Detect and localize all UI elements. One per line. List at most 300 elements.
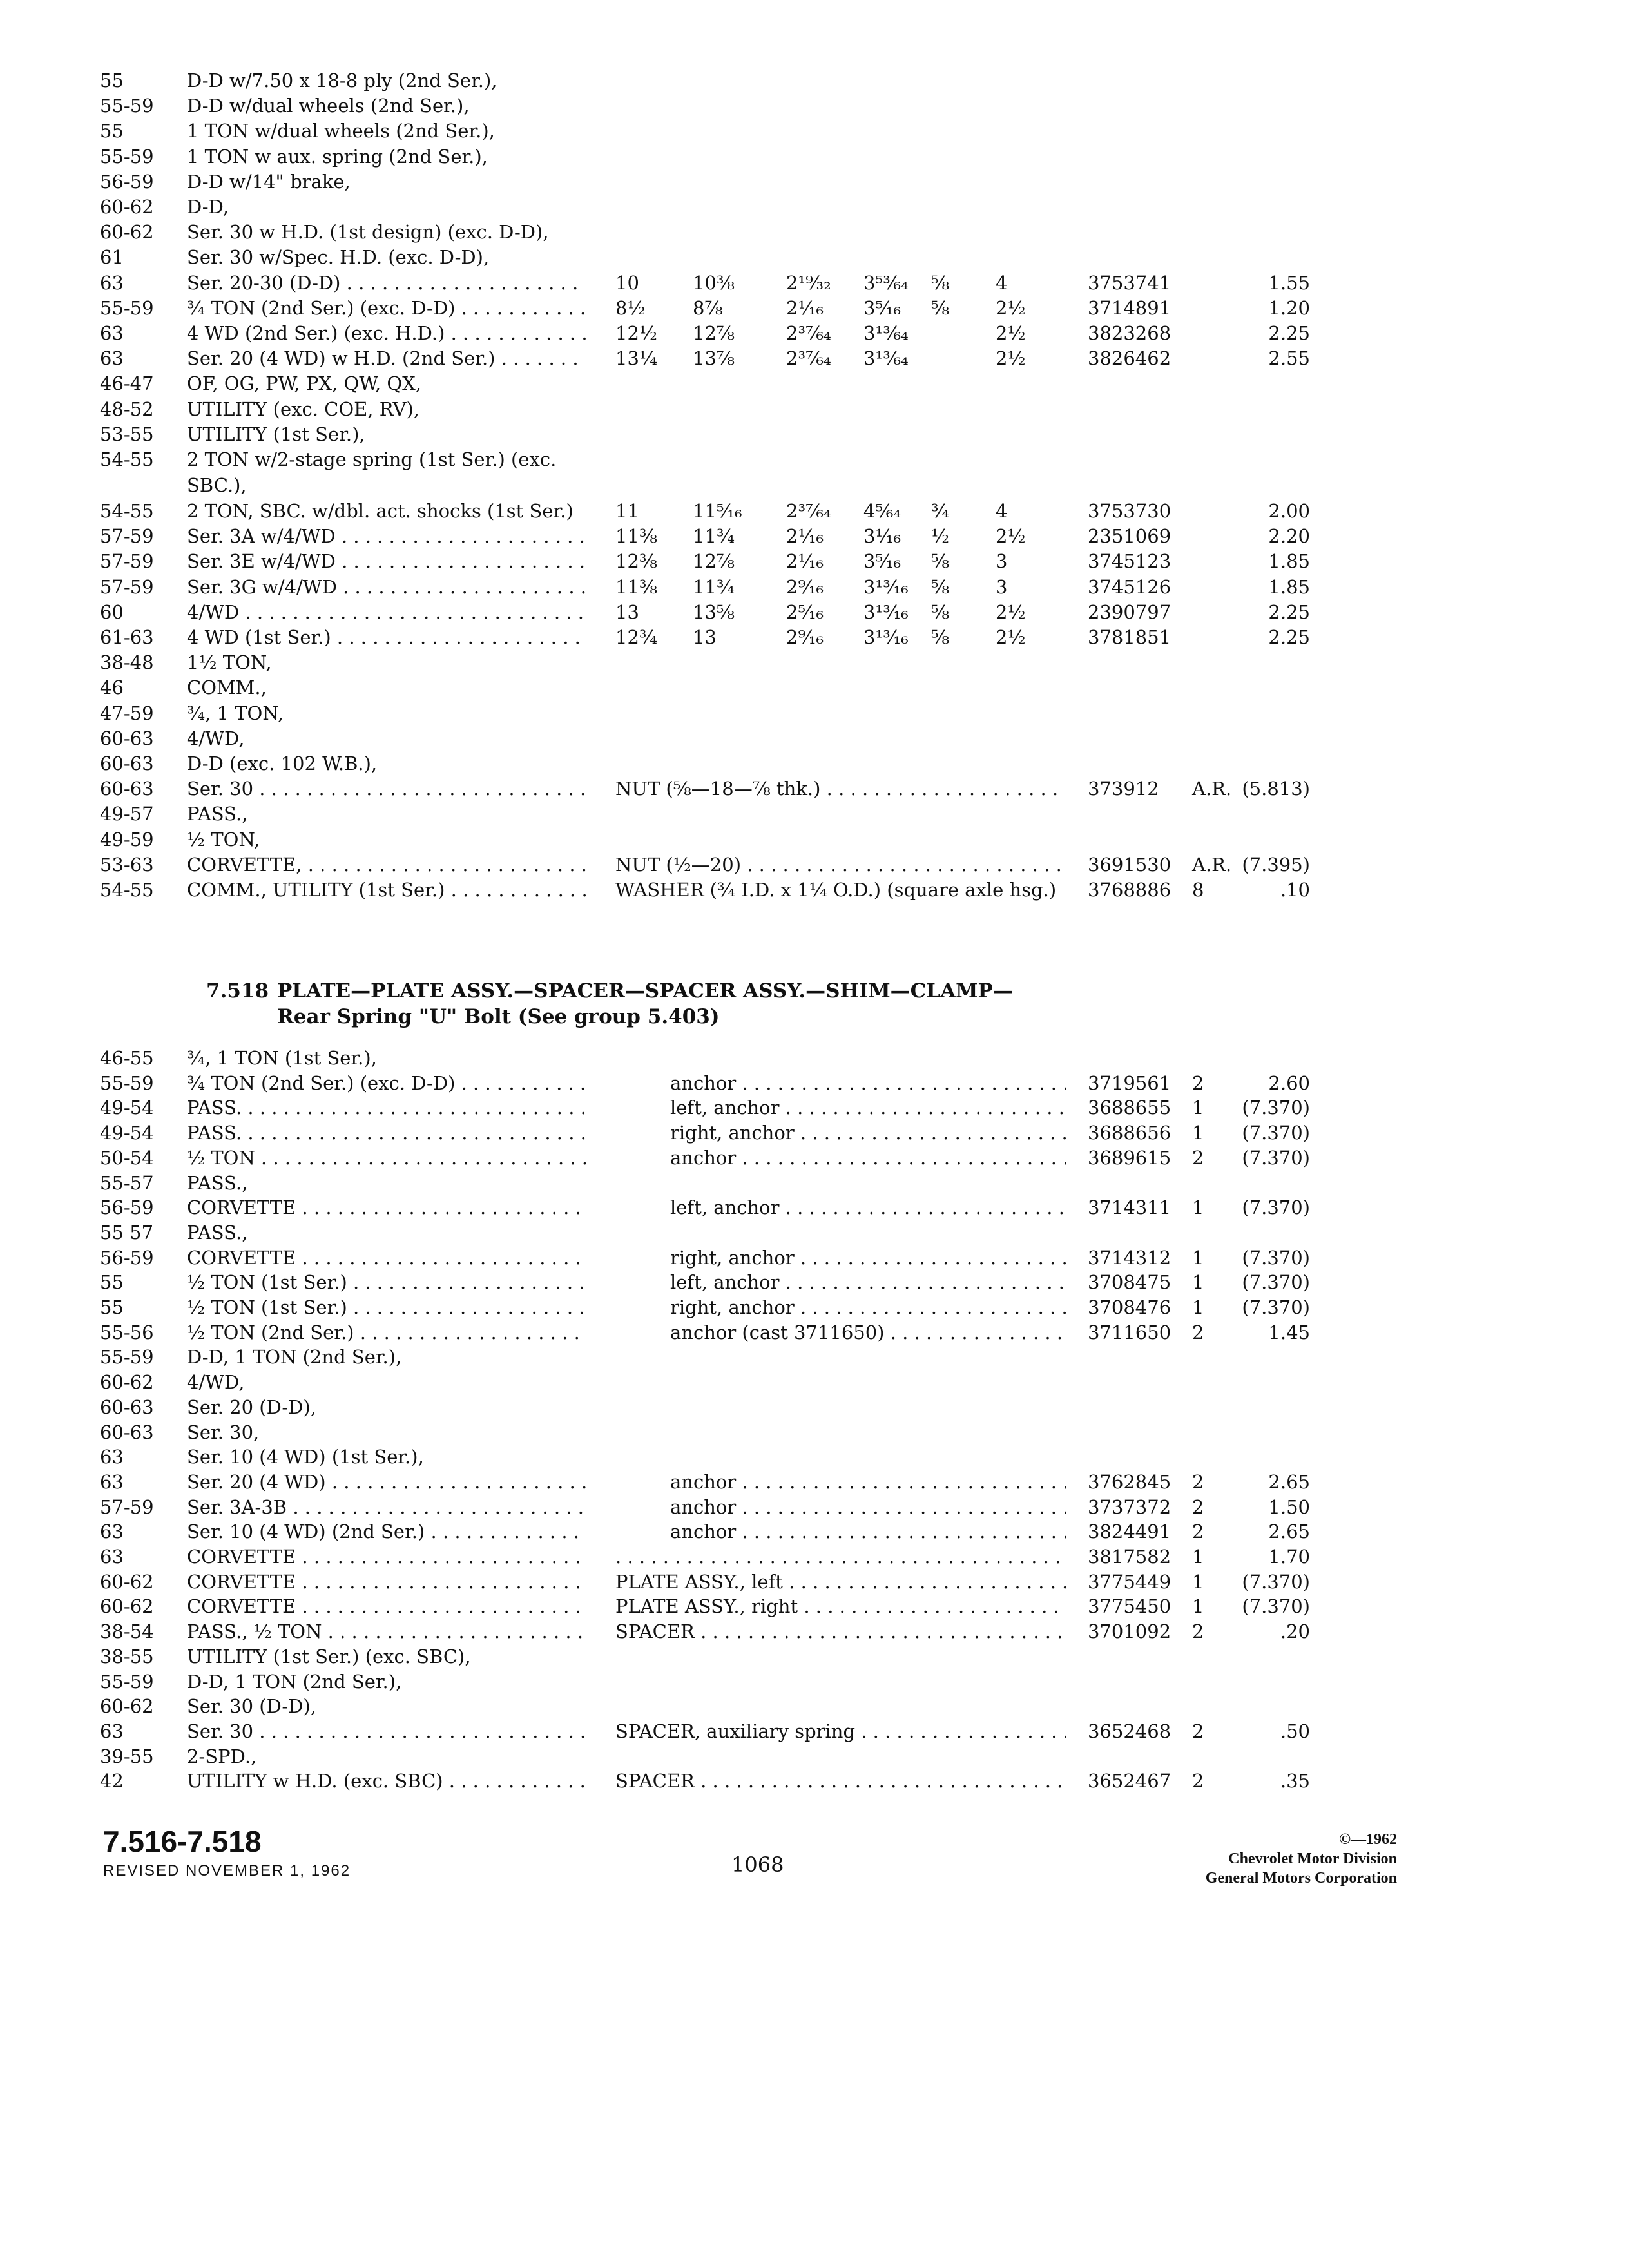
part-number: 3781851: [1088, 626, 1171, 648]
dim-width: 2⅟₁₆: [786, 525, 824, 548]
year-range: 55 57: [100, 1221, 154, 1244]
dim-height: 3: [996, 550, 1008, 573]
model-description: UTILITY (exc. COE, RV),: [187, 398, 420, 420]
table-row: [0, 649, 1629, 675]
year-range: 60-63: [100, 1396, 154, 1418]
part-number: 3775450: [1088, 1595, 1171, 1618]
year-range: 63: [100, 1720, 124, 1742]
price: 2.25: [1268, 322, 1310, 344]
table-row: [0, 194, 1629, 220]
part-number: 3775449: [1088, 1570, 1171, 1593]
table-row: [0, 1519, 1629, 1544]
quantity: 2: [1192, 1770, 1204, 1792]
dim-length-b: 8⅞: [693, 296, 723, 319]
table-row: [0, 68, 1629, 93]
table-row: [0, 1718, 1629, 1744]
model-description: 4/WD,: [187, 1371, 245, 1394]
part-note: SPACER, auxiliary spring . . .: [615, 1718, 1066, 1744]
part-note: anchor (cast 3711650) . . .: [670, 1320, 1066, 1345]
year-range: 63: [100, 1521, 124, 1543]
footer-section-block: [103, 1823, 351, 1883]
copyright-text: ©—1962: [1339, 1831, 1397, 1848]
dim-thread: ⅝: [931, 575, 950, 598]
dim-length-b: 12⅞: [693, 322, 735, 344]
year-range: 42: [100, 1770, 124, 1792]
dim-length-b: 13⅝: [693, 601, 735, 623]
dim-depth: 3¹³⁄₁₆: [863, 626, 909, 648]
dim-width: 2³⁷⁄₆₄: [786, 322, 831, 344]
part-number: 2390797: [1088, 601, 1171, 623]
model-description: PASS.,: [187, 803, 248, 825]
model-description: ¾, 1 TON,: [187, 702, 284, 724]
table-row: [0, 1469, 1629, 1495]
table-row: [0, 1320, 1629, 1345]
model-description: ½ TON (2nd Ser.) . . .: [187, 1320, 586, 1345]
dim-depth: 4⁵⁄₆₄: [863, 500, 901, 522]
table-row: [0, 675, 1629, 700]
table-row: [0, 1170, 1629, 1196]
price: (7.370): [1242, 1595, 1310, 1618]
year-range: 60-63: [100, 1421, 154, 1443]
table-row: [0, 1120, 1629, 1146]
part-number: 3689615: [1088, 1146, 1171, 1169]
year-range: 48-52: [100, 398, 154, 420]
model-description: CORVETTE . . .: [187, 1195, 586, 1220]
quantity: 2: [1192, 1521, 1204, 1543]
year-range: 38-54: [100, 1620, 154, 1643]
model-description: D-D (exc. 102 W.B.),: [187, 753, 378, 774]
part-number: 2351069: [1088, 525, 1171, 548]
year-range: 55-59: [100, 95, 154, 117]
part-number: 3714311: [1088, 1196, 1171, 1219]
section-number: 7.518: [206, 979, 269, 1003]
year-range: 54-55: [100, 500, 154, 522]
model-description: ¾ TON (2nd Ser.) (exc. D-D) . . .: [187, 1070, 586, 1096]
dim-thread: ⅝: [931, 296, 950, 319]
table-row: [0, 523, 1629, 549]
part-number: 3652467: [1088, 1770, 1171, 1792]
price: .35: [1280, 1770, 1310, 1792]
quantity: 1: [1192, 1296, 1204, 1318]
dim-depth: 3⁵⁄₁₆: [863, 296, 901, 319]
part-number: 3714312: [1088, 1246, 1171, 1269]
part-note: anchor . . .: [670, 1070, 1066, 1096]
part-number: 3708475: [1088, 1271, 1171, 1294]
model-description: CORVETTE . . .: [187, 1245, 586, 1271]
year-range: 55-56: [100, 1321, 154, 1343]
model-description: PASS.,: [187, 1171, 248, 1194]
dim-depth: 3⁵³⁄₆₄: [863, 271, 909, 294]
year-range: 47-59: [100, 702, 154, 724]
part-number: 3753741: [1088, 271, 1171, 294]
year-range: 63: [100, 1546, 124, 1568]
price: (7.370): [1242, 1196, 1310, 1219]
table-row: [0, 700, 1629, 726]
price: .10: [1280, 879, 1310, 901]
price: 2.65: [1268, 1470, 1310, 1493]
part-number: 3823268: [1088, 322, 1171, 344]
price: 2.00: [1268, 500, 1310, 522]
model-description: Ser. 30 . . .: [187, 1718, 586, 1744]
model-description: Ser. 3E w/4/WD . . .: [187, 548, 586, 574]
part-number: 3711650: [1088, 1321, 1171, 1343]
year-range: 57-59: [100, 1495, 154, 1518]
price: (7.370): [1242, 1122, 1310, 1144]
part-number: 3762845: [1088, 1470, 1171, 1493]
table-row: [0, 421, 1629, 447]
year-range: 63: [100, 322, 124, 344]
year-range: 57-59: [100, 575, 154, 598]
quantity: 1: [1192, 1570, 1204, 1593]
dim-length-a: 12⅜: [615, 550, 658, 573]
table-row: [0, 1195, 1629, 1220]
year-range: 55-59: [100, 1072, 154, 1094]
part-number: 3826462: [1088, 347, 1171, 370]
dim-length-a: 10: [615, 271, 639, 294]
dim-width: 2⁹⁄₁₆: [786, 575, 824, 598]
price: 1.20: [1268, 296, 1310, 319]
part-number: 3688655: [1088, 1097, 1171, 1119]
table-row: [0, 1045, 1629, 1071]
part-note: WASHER (¾ I.D. x 1¼ O.D.) (square axle hsg.): [615, 879, 1057, 901]
model-description: COMM.,: [187, 677, 267, 699]
table-row: [0, 1145, 1629, 1171]
price: (5.813): [1242, 778, 1310, 800]
model-description: 4 WD (1st Ser.) . . .: [187, 624, 586, 650]
model-description: Ser. 30 . . .: [187, 776, 586, 802]
dim-length-a: 11⅜: [615, 525, 658, 548]
year-range: 55-59: [100, 1670, 154, 1693]
year-range: 56-59: [100, 1246, 154, 1269]
price: 1.85: [1268, 575, 1310, 598]
year-range: 55: [100, 70, 124, 91]
model-description: OF, OG, PW, PX, QW, QX,: [187, 372, 422, 395]
table-row: [0, 370, 1629, 396]
table-row: [0, 219, 1629, 245]
year-range: 60-62: [100, 1371, 154, 1394]
table-row: [0, 1644, 1629, 1669]
dim-length-b: 11⁵⁄₁₆: [693, 500, 742, 522]
price: 2.55: [1268, 347, 1310, 370]
year-range: 38-55: [100, 1645, 154, 1667]
model-description: ½ TON . . .: [187, 1145, 586, 1171]
year-range: 39-55: [100, 1745, 154, 1767]
year-range: 60-63: [100, 778, 154, 800]
model-description: Ser. 30 w/Spec. H.D. (exc. D-D),: [187, 246, 490, 269]
dim-width: 2⁵⁄₁₆: [786, 601, 824, 623]
part-note: [615, 1544, 1066, 1570]
year-range: 53-63: [100, 853, 154, 876]
model-description: ¾, 1 TON (1st Ser.),: [187, 1047, 377, 1069]
model-description: Ser. 20-30 (D-D) . . .: [187, 270, 586, 296]
dim-thread: ⅝: [931, 271, 950, 294]
year-range: 63: [100, 271, 124, 294]
model-description: D-D, 1 TON (2nd Ser.),: [187, 1670, 402, 1693]
table-row: [0, 1693, 1629, 1719]
dim-depth: 3⁵⁄₁₆: [863, 550, 901, 573]
year-range: 49-54: [100, 1097, 154, 1119]
model-description: ½ TON,: [187, 828, 260, 850]
dim-width: 2⅟₁₆: [786, 550, 824, 573]
table-row: [0, 1544, 1629, 1570]
quantity: 1: [1192, 1271, 1204, 1294]
dim-length-a: 8½: [615, 296, 646, 319]
dim-depth: 3¹³⁄₁₆: [863, 601, 909, 623]
part-number: 3714891: [1088, 296, 1171, 319]
part-number: 3652468: [1088, 1720, 1171, 1742]
year-range: 55-57: [100, 1171, 154, 1194]
dim-length-b: 11¾: [693, 575, 735, 598]
year-range: 55-59: [100, 296, 154, 319]
price: (7.370): [1242, 1271, 1310, 1294]
part-note: SPACER . . .: [615, 1619, 1066, 1644]
quantity: 1: [1192, 1246, 1204, 1269]
model-description: D-D,: [187, 196, 229, 218]
part-number: 3701092: [1088, 1620, 1171, 1643]
table-row: [0, 1619, 1629, 1644]
model-description: Ser. 10 (4 WD) (1st Ser.),: [187, 1446, 424, 1468]
price: (7.395): [1242, 853, 1310, 876]
dim-width: 2³⁷⁄₆₄: [786, 347, 831, 370]
dim-depth: 3¹³⁄₁₆: [863, 575, 909, 598]
year-range: 46-55: [100, 1047, 154, 1069]
table-row: [0, 1220, 1629, 1245]
year-range: 60-62: [100, 221, 154, 244]
year-range: 53-55: [100, 423, 154, 445]
quantity: A.R.: [1192, 778, 1232, 800]
year-range: 55: [100, 120, 124, 142]
dim-length-a: 13: [615, 601, 639, 623]
year-range: 63: [100, 347, 124, 370]
part-number: 3768886: [1088, 879, 1171, 901]
table-row: [0, 877, 1629, 903]
dim-length-a: 11⅜: [615, 575, 658, 598]
table-row: [0, 295, 1629, 321]
dim-depth: 3¹³⁄₆₄: [863, 322, 909, 344]
table-row: [0, 1569, 1629, 1595]
year-range: 57-59: [100, 550, 154, 573]
model-description: 4/WD,: [187, 727, 245, 749]
part-note: NUT (½—20) . . .: [615, 852, 1066, 878]
dim-thread: ⅝: [931, 626, 950, 648]
quantity: 2: [1192, 1146, 1204, 1169]
price: 1.45: [1268, 1321, 1310, 1343]
year-range: 50-54: [100, 1146, 154, 1169]
dim-thread: ½: [931, 525, 950, 548]
table-row: [0, 1294, 1629, 1320]
quantity: 1: [1192, 1595, 1204, 1618]
dim-length-a: 11: [615, 500, 639, 522]
model-description: D-D w/7.50 x 18-8 ply (2nd Ser.),: [187, 70, 497, 91]
model-description: Ser. 30 (D-D),: [187, 1695, 316, 1718]
price: (7.370): [1242, 1097, 1310, 1119]
part-number: 373912: [1088, 778, 1159, 800]
table-row: [0, 1494, 1629, 1520]
part-number: 3688656: [1088, 1122, 1171, 1144]
model-description: Ser. 20 (4 WD) . . .: [187, 1469, 586, 1495]
table-row: [0, 801, 1629, 827]
price: 1.50: [1268, 1495, 1310, 1518]
dim-depth: 3⅟₁₆: [863, 525, 901, 548]
table-row: [0, 93, 1629, 119]
model-description: ½ TON (1st Ser.) . . .: [187, 1269, 586, 1295]
dim-thread: ⅝: [931, 601, 950, 623]
division-name: Chevrolet Motor Division: [1228, 1850, 1397, 1867]
model-description: PASS. . . .: [187, 1095, 586, 1120]
table-row: [0, 574, 1629, 600]
year-range: 60: [100, 601, 124, 623]
table-row: [0, 776, 1629, 802]
part-number: 3745123: [1088, 550, 1171, 573]
dim-length-b: 11¾: [693, 525, 735, 548]
table-row: [0, 345, 1629, 371]
model-description: 1½ TON,: [187, 651, 272, 674]
table-row: [0, 726, 1629, 751]
dim-length-b: 13⅞: [693, 347, 735, 370]
price: (7.370): [1242, 1146, 1310, 1169]
part-number: 3745126: [1088, 575, 1171, 598]
dim-height: 3: [996, 575, 1008, 598]
dim-length-b: 13: [693, 626, 717, 648]
model-description: 2 TON w/2-stage spring (1st Ser.) (exc. SBC.),: [187, 448, 557, 496]
table-row: [0, 396, 1629, 422]
table-row: [0, 1369, 1629, 1395]
part-note: SPACER . . .: [615, 1768, 1066, 1794]
model-description: Ser. 3G w/4/WD . . .: [187, 574, 586, 600]
table-row: [0, 1593, 1629, 1619]
model-description: CORVETTE . . .: [187, 1569, 586, 1595]
dim-length-a: 13¼: [615, 347, 658, 370]
table-row: [0, 1768, 1629, 1794]
price: 1.70: [1268, 1546, 1310, 1568]
year-range: 49-59: [100, 828, 154, 850]
quantity: A.R.: [1192, 853, 1232, 876]
dim-height: 2½: [996, 525, 1026, 548]
part-note: anchor . . .: [670, 1519, 1066, 1544]
publisher-block: [1206, 1830, 1397, 1888]
model-description: CORVETTE, . . .: [187, 852, 586, 878]
corporation-name: General Motors Corporation: [1205, 1870, 1397, 1887]
quantity: 2: [1192, 1495, 1204, 1518]
table-row: [0, 599, 1629, 625]
model-description: 1 TON w aux. spring (2nd Ser.),: [187, 145, 488, 168]
model-description: COMM., UTILITY (1st Ser.) . . .: [187, 877, 586, 903]
table-row: [0, 244, 1629, 270]
part-note: anchor . . .: [670, 1145, 1066, 1171]
model-description: D-D w/dual wheels (2nd Ser.),: [187, 95, 470, 117]
part-note: anchor . . .: [670, 1494, 1066, 1520]
dim-width: 2³⁷⁄₆₄: [786, 500, 831, 522]
dim-height: 2½: [996, 601, 1026, 623]
part-number: 3719561: [1088, 1072, 1171, 1094]
year-range: 61: [100, 246, 124, 269]
model-description: ½ TON (1st Ser.) . . .: [187, 1294, 586, 1320]
model-description: 4/WD . . .: [187, 599, 586, 625]
price: (7.370): [1242, 1296, 1310, 1318]
model-description: D-D, 1 TON (2nd Ser.),: [187, 1346, 402, 1369]
table-row: [0, 1070, 1629, 1096]
year-range: 55: [100, 1271, 124, 1294]
year-range: 56-59: [100, 1196, 154, 1219]
part-note: PLATE ASSY., right . . .: [615, 1593, 1066, 1619]
model-description: UTILITY (1st Ser.) (exc. SBC),: [187, 1645, 471, 1667]
price: 2.25: [1268, 626, 1310, 648]
price: .50: [1280, 1720, 1310, 1742]
dim-length-a: 12¾: [615, 626, 658, 648]
model-description: Ser. 30 w H.D. (1st design) (exc. D-D),: [187, 221, 549, 244]
footer-section-range: 7.516-7.518: [103, 1825, 262, 1858]
table-row: [0, 1245, 1629, 1271]
model-description: PASS.,: [187, 1221, 248, 1244]
part-note: NUT (⅝—18—⅞ thk.) . . .: [615, 776, 1066, 802]
dim-length-a: 12½: [615, 322, 658, 344]
part-note: left, anchor . . .: [670, 1095, 1066, 1120]
table-row: [0, 320, 1629, 346]
section-subtitle: Rear Spring "U" Bolt (See group 5.403): [277, 1005, 720, 1028]
quantity: 1: [1192, 1097, 1204, 1119]
part-number: 3708476: [1088, 1296, 1171, 1318]
page-number: 1068: [731, 1852, 784, 1877]
year-range: 60-63: [100, 727, 154, 749]
model-description: PASS., ½ TON . . .: [187, 1619, 586, 1644]
quantity: 8: [1192, 879, 1204, 901]
table-row: [0, 144, 1629, 169]
price: .20: [1280, 1620, 1310, 1643]
part-number: 3737372: [1088, 1495, 1171, 1518]
model-description: 4 WD (2nd Ser.) (exc. H.D.) . . .: [187, 320, 586, 346]
dim-width: 2¹⁹⁄₃₂: [786, 271, 831, 294]
model-description: Ser. 3A-3B . . .: [187, 1494, 586, 1520]
table-row: [0, 118, 1629, 144]
quantity: 2: [1192, 1470, 1204, 1493]
year-range: 60-62: [100, 1595, 154, 1618]
quantity: 1: [1192, 1196, 1204, 1219]
section-title: PLATE—PLATE ASSY.—SPACER—SPACER ASSY.—SHIM—CLAMP—: [277, 979, 1013, 1003]
part-note: anchor . . .: [670, 1469, 1066, 1495]
quantity: 2: [1192, 1072, 1204, 1094]
year-range: 60-62: [100, 196, 154, 218]
table-row: [0, 270, 1629, 296]
year-range: 38-48: [100, 651, 154, 674]
part-note: right, anchor . . .: [670, 1245, 1066, 1271]
table-row: [0, 1744, 1629, 1769]
year-range: 46-47: [100, 372, 154, 395]
model-description: UTILITY (1st Ser.),: [187, 423, 365, 445]
dim-height: 2½: [996, 322, 1026, 344]
year-range: 60-62: [100, 1570, 154, 1593]
quantity: 2: [1192, 1720, 1204, 1742]
part-note: PLATE ASSY., left . . .: [615, 1569, 1066, 1595]
model-description: ¾ TON (2nd Ser.) (exc. D-D) . . .: [187, 295, 586, 321]
dim-length-b: 10⅜: [693, 271, 735, 294]
model-description: 2 TON, SBC. w/dbl. act. shocks (1st Ser.): [187, 500, 574, 522]
quantity: 2: [1192, 1321, 1204, 1343]
year-range: 61-63: [100, 626, 154, 648]
dim-height: 2½: [996, 296, 1026, 319]
dim-height: 4: [996, 500, 1008, 522]
dim-length-b: 12⅞: [693, 550, 735, 573]
table-row: [0, 1419, 1629, 1445]
year-range: 54-55: [100, 448, 154, 470]
model-description: 2-SPD.,: [187, 1745, 257, 1767]
table-row: [0, 1444, 1629, 1470]
price: (7.370): [1242, 1570, 1310, 1593]
price: 2.20: [1268, 525, 1310, 548]
price: (7.370): [1242, 1246, 1310, 1269]
model-description: 1 TON w/dual wheels (2nd Ser.),: [187, 120, 495, 142]
year-range: 63: [100, 1446, 124, 1468]
table-row: [0, 751, 1629, 776]
